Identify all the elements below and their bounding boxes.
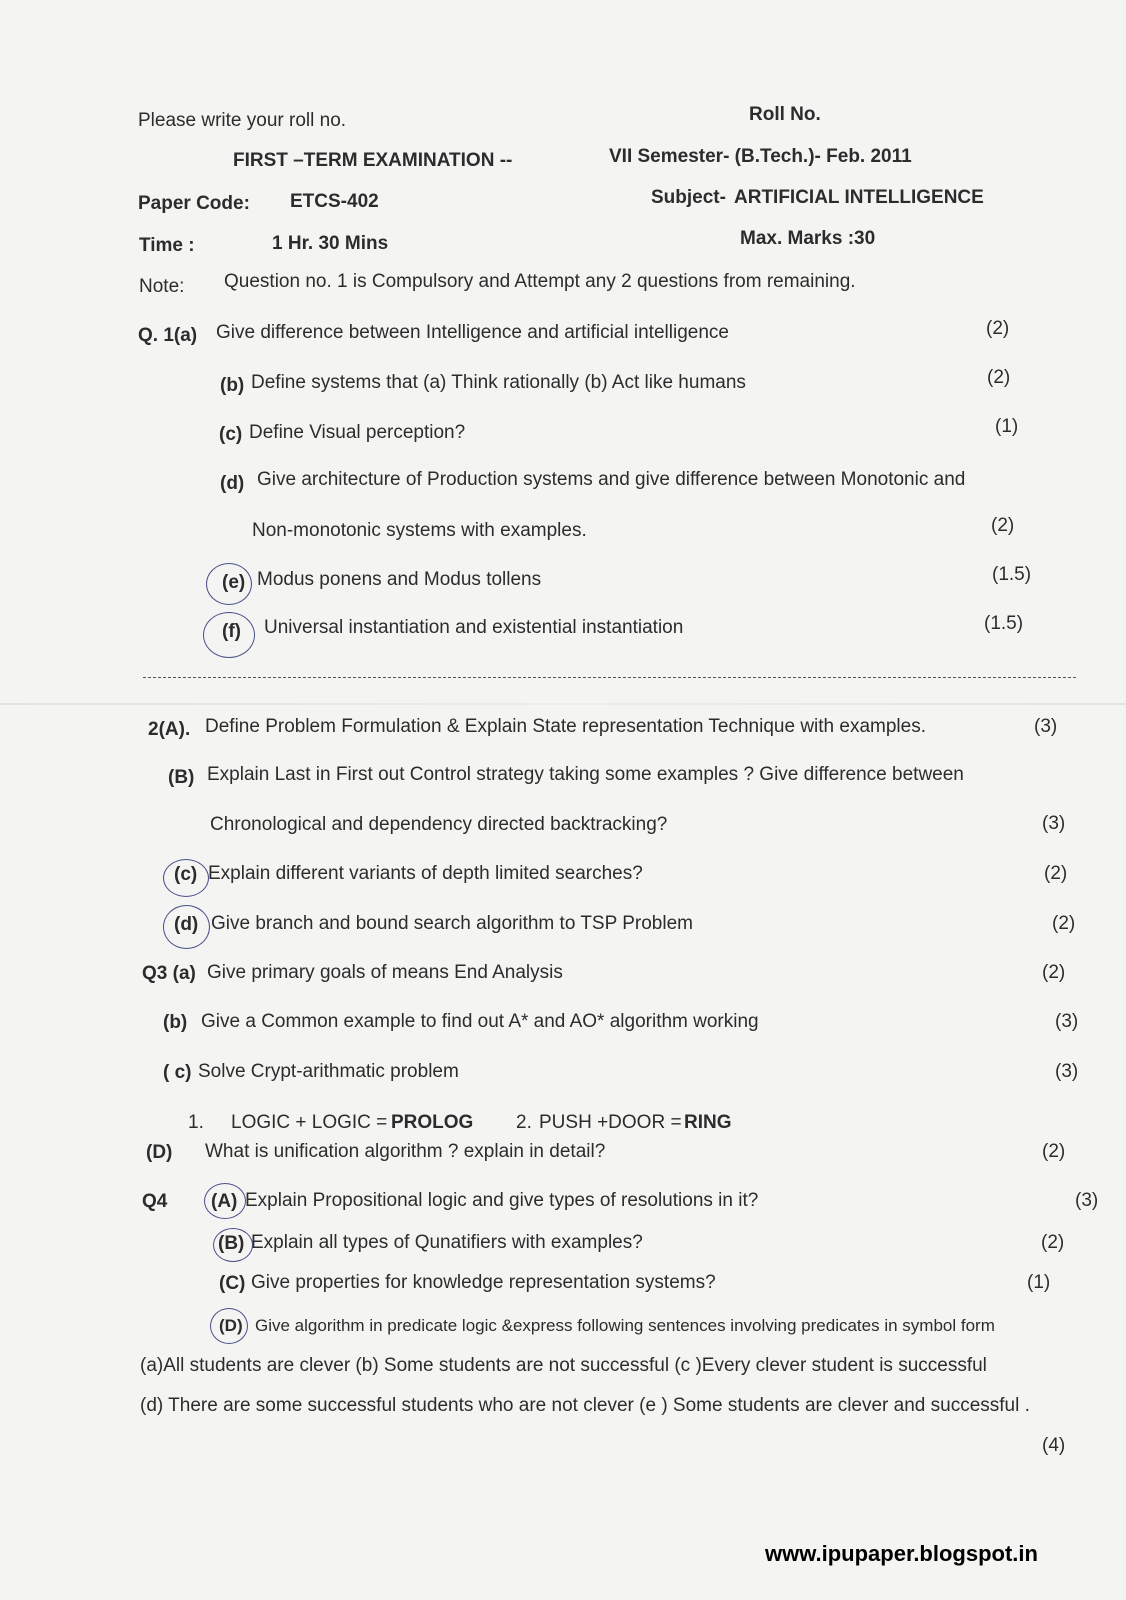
puzzle-1-number: 1. [188, 1112, 204, 1133]
q1b-text: Define systems that (a) Think rationally (b) Act like humans [251, 372, 746, 393]
puzzle-1-equation: LOGIC + LOGIC = [231, 1112, 388, 1133]
q1c-marks: (1) [995, 416, 1019, 437]
q4d-sentences-line1: (a)All students are clever (b) Some students are not successful (c )Every clever student is successful [140, 1355, 987, 1376]
q4a-marks: (3) [1075, 1190, 1099, 1211]
q1e-marks: (1.5) [992, 564, 1032, 585]
subject-label: Subject- [651, 187, 726, 208]
q3b-text: Give a Common example to find out A* and AO* algorithm working [201, 1011, 759, 1032]
q1b-marks: (2) [987, 367, 1011, 388]
q1d-text-cont: Non-monotonic systems with examples. [252, 520, 587, 541]
ink-circle-2c [163, 859, 209, 897]
q2b-text: Explain Last in First out Control strategy taking some examples ? Give difference between [207, 764, 964, 785]
q1e-text: Modus ponens and Modus tollens [257, 569, 542, 590]
q2a-label: 2(A). [148, 719, 191, 740]
q1d-text: Give architecture of Production systems and give difference between Monotonic and [257, 469, 966, 490]
q1b-label: (b) [220, 375, 245, 396]
ink-circle-4b [213, 1228, 253, 1262]
q2d-marks: (2) [1052, 913, 1076, 934]
q3d-marks: (2) [1042, 1141, 1066, 1162]
paper-fold [0, 703, 1126, 705]
note-text: Question no. 1 is Compulsory and Attempt any 2 questions from remaining. [224, 271, 856, 292]
q1d-label: (d) [220, 473, 245, 494]
q3b-marks: (3) [1055, 1011, 1079, 1032]
q2a-text: Define Problem Formulation & Explain State representation Technique with examples. [205, 716, 926, 737]
q3d-label: (D) [146, 1142, 173, 1163]
q2b-text-cont: Chronological and dependency directed backtracking? [210, 814, 668, 835]
exam-title: FIRST –TERM EXAMINATION -- [233, 150, 513, 171]
q1f-text: Universal instantiation and existential instantiation [264, 617, 684, 638]
roll-prompt: Please write your roll no. [138, 110, 347, 131]
section-divider [143, 677, 1076, 678]
ink-circle-4a [204, 1183, 246, 1219]
ink-circle-4d [210, 1308, 248, 1344]
puzzle-2-result: RING [684, 1112, 732, 1133]
q4b-marks: (2) [1041, 1232, 1065, 1253]
q2b-label: (B) [168, 767, 195, 788]
ink-circle-2d [163, 905, 210, 949]
time-value: 1 Hr. 30 Mins [272, 233, 389, 254]
q3a-label: Q3 (a) [142, 963, 196, 984]
q1c-label: (c) [219, 424, 243, 445]
q1a-label: Q. 1(a) [138, 325, 198, 346]
q2c-marks: (2) [1044, 863, 1068, 884]
puzzle-2-equation: PUSH +DOOR = [539, 1112, 682, 1133]
q2c-label: (c) [174, 864, 198, 885]
q4d-marks: (4) [1042, 1435, 1066, 1456]
q4b-label: (B) [218, 1233, 245, 1254]
q2a-marks: (3) [1034, 716, 1058, 737]
q2d-label: (d) [174, 914, 199, 935]
q2b-marks: (3) [1042, 813, 1066, 834]
subject: ARTIFICIAL INTELLIGENCE [734, 187, 984, 208]
q1f-marks: (1.5) [984, 613, 1024, 634]
q3a-marks: (2) [1042, 962, 1066, 983]
q4a-label: (A) [211, 1191, 238, 1212]
puzzle-2-number: 2. [516, 1112, 532, 1133]
paper-code: ETCS-402 [290, 191, 379, 212]
q4a-text: Explain Propositional logic and give types of resolutions in it? [245, 1190, 759, 1211]
q2d-text: Give branch and bound search algorithm to TSP Problem [211, 913, 693, 934]
q4c-label: (C) [219, 1273, 246, 1294]
q3c-label: ( c) [163, 1062, 192, 1083]
q4d-label: (D) [219, 1316, 243, 1335]
q3d-text: What is unification algorithm ? explain in detail? [205, 1141, 606, 1162]
max-marks: Max. Marks :30 [740, 228, 876, 249]
puzzle-1-result: PROLOG [391, 1112, 474, 1133]
q3b-label: (b) [163, 1012, 188, 1033]
semester: VII Semester- (B.Tech.)- Feb. 2011 [609, 146, 912, 167]
q4d-text: Give algorithm in predicate logic &express following sentences involving predicates in symbol form [255, 1316, 995, 1335]
q3c-marks: (3) [1055, 1061, 1079, 1082]
website-watermark: www.ipupaper.blogspot.in [765, 1541, 1038, 1566]
q1a-text: Give difference between Intelligence and artificial intelligence [216, 322, 729, 343]
time-label: Time : [139, 235, 195, 256]
q3c-text: Solve Crypt-arithmatic problem [198, 1061, 459, 1082]
ink-circle-e [206, 563, 252, 605]
q4c-marks: (1) [1027, 1272, 1051, 1293]
q4c-text: Give properties for knowledge representation systems? [251, 1272, 716, 1293]
q4-label: Q4 [142, 1191, 168, 1212]
q1d-marks: (2) [991, 515, 1015, 536]
q1c-text: Define Visual perception? [249, 422, 466, 443]
note-label: Note: [139, 276, 185, 297]
ink-circle-f [203, 612, 255, 658]
roll-label: Roll No. [749, 104, 821, 125]
paper-code-label: Paper Code: [138, 193, 250, 214]
q1e-label: (e) [222, 572, 246, 593]
q4d-sentences-line2: (d) There are some successful students who are not clever (e ) Some students are clever and successful . [140, 1395, 1030, 1416]
q2c-text: Explain different variants of depth limited searches? [208, 863, 643, 884]
q3a-text: Give primary goals of means End Analysis [207, 962, 563, 983]
q1a-marks: (2) [986, 318, 1010, 339]
q4b-text: Explain all types of Qunatifiers with examples? [251, 1232, 643, 1253]
q1f-label: (f) [222, 621, 241, 642]
